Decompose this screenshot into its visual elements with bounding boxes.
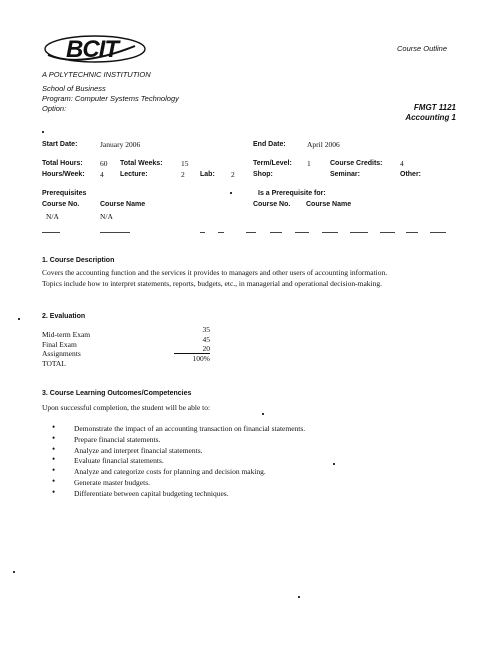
hours-week-value: 4 — [100, 170, 104, 179]
program-name: Program: Computer Systems Technology — [42, 94, 179, 103]
speck — [230, 192, 232, 194]
list-item — [52, 423, 305, 434]
term-level-label: Term/Level: — [253, 160, 292, 167]
end-date-label: End Date: — [253, 141, 286, 148]
speck — [18, 318, 20, 320]
speck — [13, 571, 15, 573]
list-item — [52, 434, 305, 445]
course-no-header: Course No. — [42, 201, 80, 208]
end-date-value: April 2006 — [307, 140, 340, 149]
hours-week-label: Hours/Week: — [42, 171, 85, 178]
speck — [42, 131, 44, 133]
shop-label: Shop: — [253, 171, 273, 178]
lecture-value: 2 — [181, 170, 185, 179]
list-item-text: Demonstrate the impact of an accounting transaction on financial statements. — [74, 424, 306, 433]
prereq-course-name: N/A — [100, 212, 113, 221]
course-no-header-2: Course No. — [253, 201, 291, 208]
course-description-line-1: Covers the accounting function and the services it provides to managers and other users of accounting information. — [42, 268, 388, 277]
outcomes-list — [52, 423, 305, 499]
school-name: School of Business — [42, 84, 106, 93]
list-item-text: Generate master budgets. — [74, 477, 151, 487]
evaluation-row-value: 45 — [202, 334, 210, 344]
course-description-heading: 1. Course Description — [42, 257, 115, 264]
list-item-text: Analyze and interpret financial statements. — [74, 445, 203, 455]
term-level-value: 1 — [307, 159, 311, 168]
document-type: Course Outline — [397, 44, 448, 53]
speck — [262, 413, 264, 415]
list-item-text: Prepare financial statements. — [74, 434, 161, 444]
list-item — [52, 477, 305, 488]
start-date-label: Start Date: — [42, 141, 78, 148]
total-hours-label: Total Hours: — [42, 160, 83, 167]
outcomes-heading: 3. Course Learning Outcomes/Competencies — [42, 390, 192, 397]
evaluation-heading: 2. Evaluation — [42, 313, 86, 320]
bullet-icon: • — [52, 454, 56, 465]
evaluation-row-value: 20 — [202, 344, 210, 353]
bullet-icon: • — [52, 465, 56, 476]
lab-label: Lab: — [200, 171, 215, 178]
prereq-course-no: N/A — [46, 212, 59, 221]
list-item — [52, 455, 305, 466]
prerequisites-heading: Prerequisites — [42, 190, 87, 197]
bullet-icon: • — [52, 443, 56, 454]
list-item — [52, 445, 305, 456]
list-item — [52, 466, 305, 477]
speck — [298, 596, 300, 598]
course-title: Accounting 1 — [405, 113, 456, 122]
bullet-icon: • — [52, 486, 56, 497]
is-prerequisite-heading: Is a Prerequisite for: — [258, 190, 326, 197]
evaluation-row-label: Assignments — [42, 349, 81, 358]
lab-value: 2 — [231, 170, 235, 179]
logo-wordmark: BCIT — [66, 36, 118, 63]
start-date-value: January 2006 — [100, 140, 141, 149]
bullet-icon: • — [52, 432, 56, 443]
course-description-line-2: Topics include how to interpret statements, reports, budgets, etc., in managerial and operational decision-making. — [42, 279, 383, 288]
total-weeks-value: 15 — [181, 159, 189, 168]
evaluation-row-label: Final Exam — [42, 339, 77, 349]
evaluation-table — [42, 324, 210, 368]
evaluation-row-label: TOTAL — [42, 358, 66, 368]
bcit-logo — [40, 30, 150, 72]
list-item-text: Differentiate between capital budgeting techniques. — [74, 488, 229, 498]
total-weeks-label: Total Weeks: — [120, 160, 163, 167]
evaluation-row-value: 35 — [202, 325, 210, 334]
lecture-label: Lecture: — [120, 171, 148, 178]
course-credits-value: 4 — [400, 159, 404, 168]
speck — [333, 463, 335, 465]
option-label: Option: — [42, 104, 67, 113]
total-hours-value: 60 — [100, 159, 108, 168]
evaluation-row — [42, 353, 210, 368]
tagline: A POLYTECHNIC INSTITUTION — [42, 70, 151, 79]
bullet-icon: • — [52, 422, 56, 432]
list-item — [52, 488, 305, 499]
course-code: FMGT 1121 — [413, 103, 456, 112]
seminar-label: Seminar: — [330, 171, 360, 178]
evaluation-row-value: 100% — [192, 353, 210, 363]
outcomes-intro: Upon successful completion, the student will be able to: — [42, 403, 211, 412]
course-credits-label: Course Credits: — [330, 160, 383, 167]
evaluation-row-label: Mid-term Exam — [42, 330, 91, 339]
bullet-icon: • — [52, 475, 56, 486]
course-name-header-2: Course Name — [306, 201, 352, 208]
course-name-header: Course Name — [100, 201, 146, 208]
list-item-text: Analyze and categorize costs for planning and decision making. — [74, 467, 266, 477]
list-item-text: Evaluate financial statements. — [74, 456, 164, 466]
other-label: Other: — [400, 171, 421, 178]
